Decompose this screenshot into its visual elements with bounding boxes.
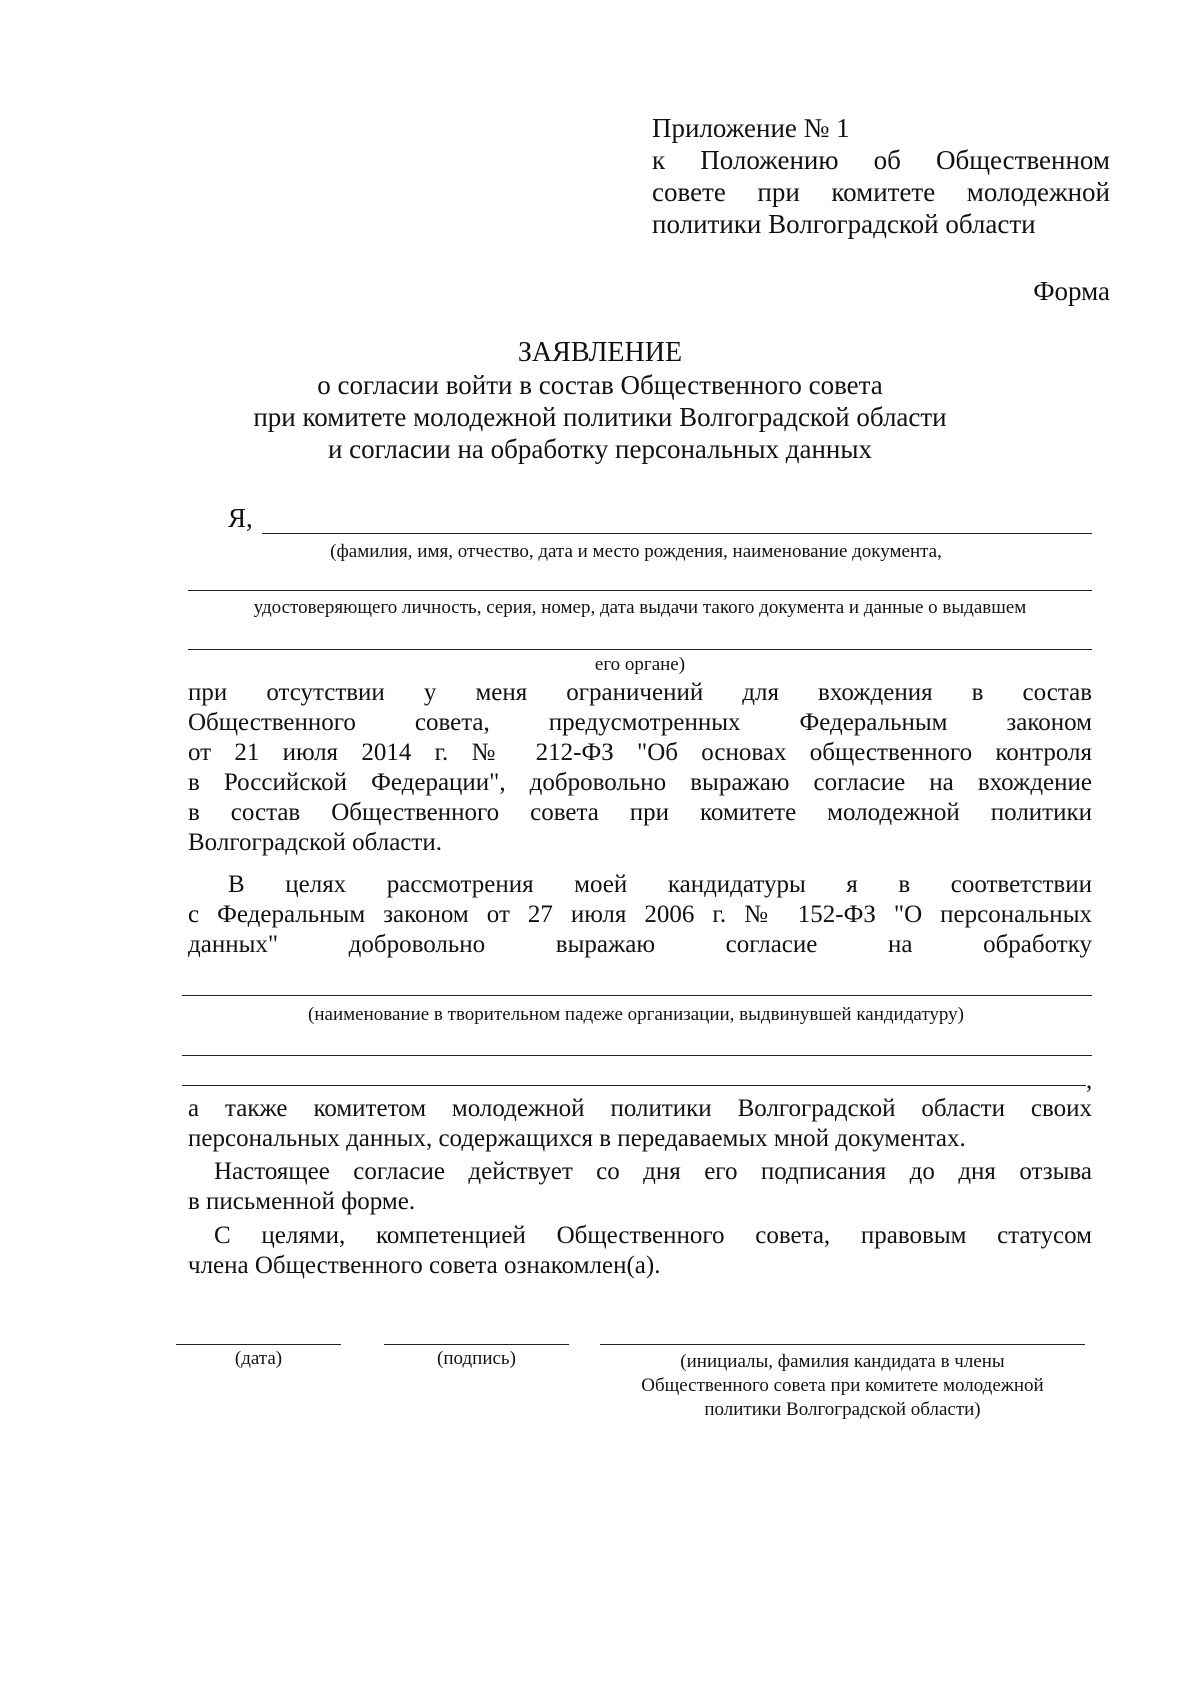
text-line: в Российской Федерации", добровольно выражаю согласие на вхождение [188, 769, 1092, 796]
signature-fill-line[interactable] [384, 1344, 569, 1345]
applicant-hint: его органе) [594, 654, 686, 675]
text-line: в состав Общественного совета при комитете молодежной политики [188, 799, 1092, 826]
text-line: Настоящее согласие действует со дня его подписания до дня отзыва [214, 1158, 1092, 1185]
paragraph-consent-membership [188, 678, 1092, 858]
document-title [180, 337, 1020, 465]
paragraph-personal-data [188, 870, 1092, 960]
name-fill-line[interactable] [600, 1344, 1085, 1345]
text-line: С целями, компетенцией Общественного совета, правовым статусом [214, 1222, 1092, 1249]
text-line: персональных данных, содержащихся в передаваемых мной документах. [188, 1125, 966, 1152]
organization-fill-line[interactable] [182, 1085, 1086, 1086]
applicant-hint: удостоверяющего личность, серия, номер, дата выдачи такого документа и данные о выдавшем [253, 597, 1027, 618]
title-line: при комитете молодежной политики Волгоградской области [253, 402, 947, 432]
appendix-number: Приложение № 1 [652, 113, 850, 143]
title-heading: ЗАЯВЛЕНИЕ [517, 337, 683, 368]
paragraph-validity [188, 1157, 1092, 1217]
appendix-line: к Положению об Общественном [652, 145, 1110, 175]
trailing-comma: , [1086, 1067, 1093, 1094]
text-line: в письменной форме. [188, 1188, 416, 1215]
applicant-fill-line[interactable] [188, 649, 1092, 650]
name-label-line: Общественного совета при комитете молодежной [641, 1375, 1044, 1396]
applicant-hint: (фамилия, имя, отчество, дата и место рождения, наименование документа, [330, 541, 942, 562]
appendix-line: совете при комитете молодежной [652, 177, 1110, 207]
name-label-line: (инициалы, фамилия кандидата в члены [680, 1351, 1005, 1372]
text-line: В целях рассмотрения моей кандидатуры я в соответствии [228, 871, 1092, 898]
text-line: члена Общественного совета ознакомлен(а). [188, 1252, 661, 1279]
paragraph-acknowledgement [188, 1221, 1092, 1281]
organization-fill-line[interactable] [182, 1055, 1092, 1056]
appendix-line: политики Волгоградской области [652, 209, 1036, 239]
text-line: с Федеральным законом от 27 июля 2006 г. № 152-ФЗ "О персональных [188, 901, 1092, 928]
organization-hint: (наименование в творительном падеже организации, выдвинувшей кандидатуру) [308, 1004, 964, 1025]
name-label [600, 1350, 1085, 1422]
text-line: Общественного совета, предусмотренных Федеральным законом [188, 709, 1092, 736]
organization-fill-line[interactable] [182, 995, 1092, 996]
title-line: о согласии войти в состав Общественного совета [317, 370, 883, 400]
text-line: Волгоградской области. [188, 829, 442, 856]
applicant-fill-line[interactable] [262, 533, 1092, 534]
signature-label: (подпись) [437, 1348, 516, 1369]
date-label: (дата) [234, 1348, 283, 1369]
text-line: от 21 июля 2014 г. № 212-ФЗ "Об основах общественного контроля [188, 739, 1092, 766]
text-line: при отсутствии у меня ограничений для вхождения в состав [188, 679, 1092, 706]
applicant-fill-line[interactable] [188, 590, 1092, 591]
name-label-line: политики Волгоградской области) [704, 1399, 981, 1420]
date-fill-line[interactable] [176, 1344, 341, 1345]
form-label: Форма [1033, 276, 1110, 306]
text-line: данных" добровольно выражаю согласие на обработку [188, 931, 1092, 958]
paragraph-committee [188, 1094, 1092, 1154]
applicant-prefix: Я, [228, 503, 253, 533]
title-line: и согласии на обработку персональных данных [327, 434, 873, 464]
appendix-block [652, 112, 1110, 240]
text-line: а также комитетом молодежной политики Волгоградской области своих [188, 1095, 1092, 1122]
